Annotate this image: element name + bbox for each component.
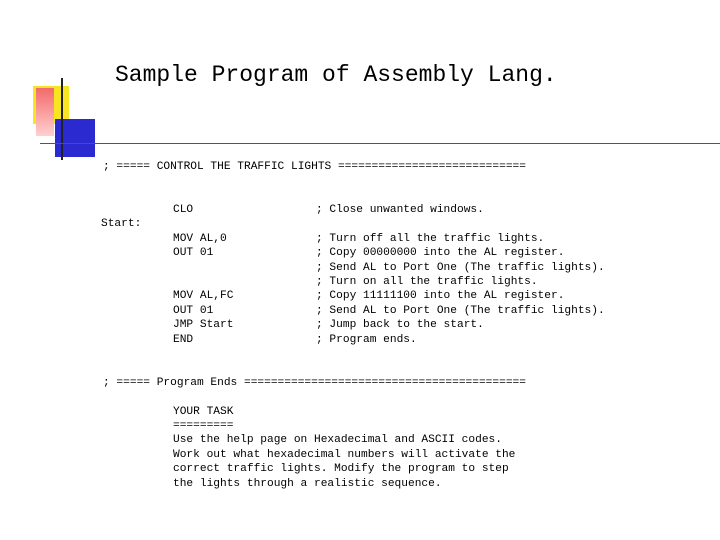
decor-vertical-rule <box>61 78 63 160</box>
code-comment: ; Turn on all the traffic lights. <box>316 276 538 288</box>
slide-title: Sample Program of Assembly Lang. <box>115 62 557 88</box>
code-instr: OUT 01 <box>173 247 214 259</box>
task-line: correct traffic lights. Modify the program to step <box>173 463 509 475</box>
header-comment: ; ===== CONTROL THE TRAFFIC LIGHTS ============================ <box>103 161 526 173</box>
code-comment: ; Copy 11111100 into the AL register. <box>316 290 565 302</box>
footer-comment: ; ===== Program Ends ========================================== <box>103 377 526 389</box>
decor-horizontal-rule <box>40 143 720 144</box>
code-comment: ; Send AL to Port One (The traffic lights). <box>316 305 605 317</box>
code-comment: ; Program ends. <box>316 334 417 346</box>
code-comment: ; Turn off all the traffic lights. <box>316 233 545 245</box>
code-clo: CLO <box>173 204 194 216</box>
task-heading: YOUR TASK <box>173 406 234 418</box>
task-line: the lights through a realistic sequence. <box>173 478 442 490</box>
code-comment: ; Copy 00000000 into the AL register. <box>316 247 565 259</box>
decor-red-bar <box>36 88 54 136</box>
code-instr: MOV AL,FC <box>173 290 234 302</box>
task-line: Use the help page on Hexadecimal and ASCII codes. <box>173 434 502 446</box>
code-clo-comment: ; Close unwanted windows. <box>316 204 484 216</box>
code-instr: END <box>173 334 194 346</box>
code-comment: ; Send AL to Port One (The traffic lights). <box>316 262 605 274</box>
code-instr: JMP Start <box>173 319 234 331</box>
label-start: Start: <box>101 218 142 230</box>
code-instr: OUT 01 <box>173 305 214 317</box>
task-line: Work out what hexadecimal numbers will activate the <box>173 449 516 461</box>
task-underline: ========= <box>173 420 234 432</box>
code-instr: MOV AL,0 <box>173 233 227 245</box>
code-comment: ; Jump back to the start. <box>316 319 484 331</box>
